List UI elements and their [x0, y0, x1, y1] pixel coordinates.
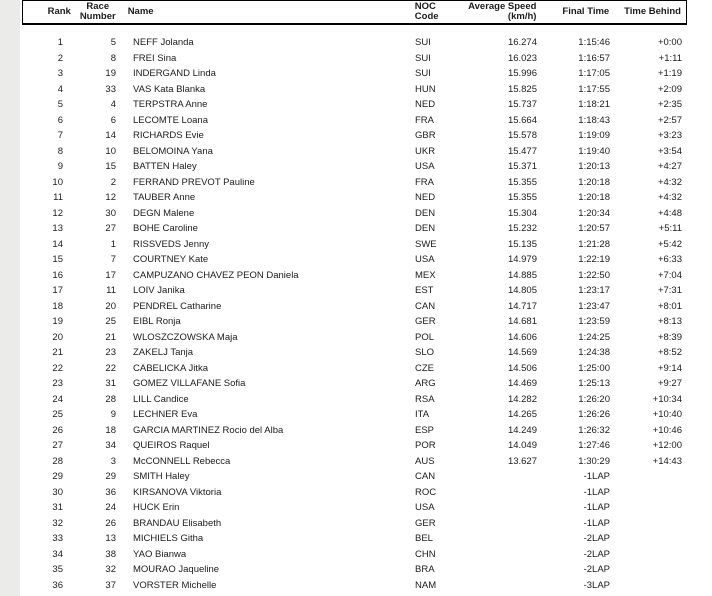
results-table [22, 0, 687, 593]
table-row [22, 144, 687, 160]
athlete-name-cell: VORSTER Michelle [133, 579, 217, 591]
table-row [22, 578, 687, 594]
final-time-cell: 1:18:43 [578, 114, 610, 126]
time-behind-cell: +5:42 [657, 238, 682, 250]
table-row [22, 190, 687, 206]
table-row [22, 485, 687, 501]
average-speed-cell: 14.249 [507, 424, 537, 436]
noc-code-cell: SWE [415, 238, 437, 250]
race-number-cell: 36 [105, 486, 116, 498]
athlete-name-cell: LECHNER Eva [133, 409, 198, 420]
race-number-cell: 18 [105, 424, 116, 436]
final-time-cell: 1:19:09 [578, 130, 610, 141]
table-header-row [22, 0, 687, 25]
noc-code-cell: GBR [415, 130, 436, 141]
noc-code-cell: NAM [415, 579, 437, 591]
column-header-race-number-line2: Number [79, 11, 116, 22]
athlete-name-cell: SMITH Haley [133, 471, 190, 482]
final-time-cell: 1:23:17 [578, 285, 610, 296]
final-time-cell: -1LAP [583, 517, 610, 529]
time-behind-cell: +8:13 [657, 316, 682, 327]
time-behind-cell: +8:52 [657, 347, 682, 358]
time-behind-cell: +2:09 [657, 83, 682, 95]
average-speed-cell: 15.477 [507, 145, 537, 157]
final-time-cell: 1:30:29 [578, 455, 610, 467]
athlete-name-cell: GOMEZ VILLAFANE Sofia [133, 378, 246, 389]
race-number-cell: 19 [105, 68, 116, 79]
final-time-cell: 1:23:59 [578, 316, 610, 327]
table-row [22, 562, 687, 578]
column-header-noc-line1: NOC [414, 1, 436, 12]
final-time-cell: 1:20:34 [578, 207, 610, 219]
race-number-cell: 10 [105, 145, 116, 157]
final-time-cell: 1:24:38 [578, 347, 610, 358]
table-row [22, 531, 687, 547]
noc-code-cell: POR [415, 440, 436, 451]
average-speed-cell: 14.606 [507, 331, 537, 343]
noc-code-cell: CAN [415, 300, 436, 312]
race-number-cell: 27 [105, 223, 116, 234]
race-number-cell: 17 [105, 269, 116, 281]
final-time-cell: 1:18:21 [578, 99, 610, 110]
race-number-cell: 3 [110, 455, 116, 467]
athlete-name-cell: QUEIROS Raquel [133, 440, 210, 451]
noc-code-cell: EST [415, 285, 434, 296]
race-number-cell: 22 [105, 362, 116, 374]
athlete-name-cell: CABELICKA Jitka [133, 362, 208, 374]
column-header-time-behind: Time Behind [624, 6, 681, 17]
rank-cell: 9 [57, 161, 63, 172]
rank-cell: 1 [57, 37, 63, 48]
table-row [22, 345, 687, 361]
rank-cell: 5 [57, 99, 63, 110]
table-row [22, 252, 687, 268]
time-behind-cell: +2:57 [657, 114, 682, 126]
athlete-name-cell: VAS Kata Blanka [133, 83, 206, 95]
final-time-cell: 1:26:20 [578, 393, 610, 405]
table-row [22, 159, 687, 175]
time-behind-cell: +3:54 [657, 145, 682, 157]
time-behind-cell: +9:27 [657, 378, 682, 389]
average-speed-cell: 14.681 [507, 316, 537, 327]
average-speed-cell: 13.627 [507, 455, 537, 467]
average-speed-cell: 14.282 [507, 393, 537, 405]
noc-code-cell: SUI [415, 52, 431, 64]
column-header-race-number [74, 2, 122, 23]
time-behind-cell: +10:34 [652, 393, 682, 405]
race-number-cell: 25 [105, 316, 116, 327]
average-speed-cell: 15.737 [507, 99, 537, 110]
final-time-cell: -2LAP [583, 533, 610, 544]
final-time-cell: -3LAP [583, 579, 610, 591]
time-behind-cell: +14:43 [652, 455, 682, 467]
athlete-name-cell: INDERGAND Linda [133, 68, 216, 79]
noc-code-cell: SUI [415, 68, 431, 79]
rank-cell: 8 [57, 145, 63, 157]
time-behind-cell: +9:14 [657, 362, 682, 374]
table-row [22, 283, 687, 299]
average-speed-cell: 16.023 [507, 52, 537, 64]
race-number-cell: 29 [105, 471, 116, 482]
column-header-average-speed-line2: (km/h) [507, 11, 537, 22]
time-behind-cell: +1:11 [658, 52, 682, 64]
noc-code-cell: NED [415, 99, 436, 110]
final-time-cell: -2LAP [583, 548, 610, 560]
noc-code-cell: RSA [415, 393, 435, 405]
final-time-cell: 1:20:18 [578, 192, 610, 203]
athlete-name-cell: McCONNELL Rebecca [133, 455, 231, 467]
rank-cell: 26 [52, 424, 63, 436]
rank-cell: 30 [52, 486, 63, 498]
table-row [22, 407, 687, 423]
final-time-cell: 1:19:40 [578, 145, 610, 157]
table-row [22, 128, 687, 144]
race-number-cell: 1 [110, 238, 116, 250]
column-header-rank: Rank [47, 6, 71, 17]
average-speed-cell: 14.506 [507, 362, 537, 374]
noc-code-cell: CZE [415, 362, 434, 374]
race-number-cell: 11 [106, 285, 116, 296]
noc-code-cell: SUI [415, 37, 431, 48]
athlete-name-cell: WLOSZCZOWSKA Maja [133, 331, 238, 343]
athlete-name-cell: ZAKELJ Tanja [133, 347, 194, 358]
final-time-cell: 1:26:32 [578, 424, 610, 436]
average-speed-cell: 15.355 [507, 192, 537, 203]
final-time-cell: -1LAP [583, 471, 610, 482]
final-time-cell: -1LAP [583, 486, 610, 498]
rank-cell: 10 [52, 176, 63, 188]
noc-code-cell: GER [415, 316, 436, 327]
athlete-name-cell: COURTNEY Kate [133, 254, 209, 265]
column-header-average-speed [455, 2, 540, 23]
rank-cell: 3 [57, 68, 63, 79]
noc-code-cell: DEN [415, 223, 436, 234]
athlete-name-cell: RISSVEDS Jenny [133, 238, 210, 250]
athlete-name-cell: HUCK Erin [133, 502, 180, 513]
noc-code-cell: AUS [415, 455, 435, 467]
athlete-name-cell: TAUBER Anne [133, 192, 196, 203]
athlete-name-cell: BELOMOINA Yana [133, 145, 213, 157]
average-speed-cell: 15.578 [507, 130, 537, 141]
race-number-cell: 13 [105, 533, 116, 544]
race-number-cell: 5 [110, 37, 116, 48]
average-speed-cell: 15.371 [507, 161, 537, 172]
table-row [22, 237, 687, 253]
athlete-name-cell: RICHARDS Evie [133, 130, 204, 141]
time-behind-cell: +1:19 [657, 68, 682, 79]
noc-code-cell: HUN [415, 83, 436, 95]
race-number-cell: 6 [110, 114, 116, 126]
rank-cell: 13 [52, 223, 63, 234]
noc-code-cell: CAN [415, 471, 436, 482]
race-number-cell: 37 [105, 579, 116, 591]
rank-cell: 36 [52, 579, 63, 591]
table-row [22, 66, 687, 82]
athlete-name-cell: LILL Candice [133, 393, 189, 405]
time-behind-cell: +2:35 [657, 99, 682, 110]
rank-cell: 24 [52, 393, 63, 405]
athlete-name-cell: MOURAO Jaqueline [133, 564, 220, 575]
average-speed-cell: 14.469 [507, 378, 537, 389]
rank-cell: 28 [52, 455, 63, 467]
average-speed-cell: 15.664 [507, 114, 537, 126]
rank-cell: 25 [52, 409, 63, 420]
race-number-cell: 9 [110, 409, 116, 420]
final-time-cell: 1:17:55 [578, 83, 610, 95]
average-speed-cell: 15.135 [507, 238, 537, 250]
race-number-cell: 4 [110, 99, 116, 110]
race-number-cell: 8 [110, 52, 116, 64]
rank-cell: 11 [53, 192, 63, 203]
rank-cell: 33 [52, 533, 63, 544]
page-left-gutter [0, 0, 20, 596]
athlete-name-cell: DEGN Malene [133, 207, 195, 219]
final-time-cell: 1:20:57 [578, 223, 610, 234]
final-time-cell: 1:22:50 [578, 269, 610, 281]
final-time-cell: 1:25:00 [578, 362, 610, 374]
average-speed-cell: 15.825 [507, 83, 537, 95]
table-row [22, 454, 687, 470]
final-time-cell: 1:21:28 [578, 238, 610, 250]
noc-code-cell: ARG [415, 378, 436, 389]
table-row [22, 97, 687, 113]
final-time-cell: 1:20:13 [578, 161, 610, 172]
final-time-cell: 1:16:57 [578, 52, 610, 64]
noc-code-cell: NED [415, 192, 436, 203]
race-number-cell: 30 [105, 207, 116, 219]
race-number-cell: 31 [105, 378, 116, 389]
average-speed-cell: 14.049 [507, 440, 537, 451]
noc-code-cell: CHN [415, 548, 436, 560]
average-speed-cell: 14.805 [507, 285, 537, 296]
rank-cell: 19 [52, 316, 63, 327]
column-header-average-speed-line1: Average Speed [468, 1, 537, 12]
rank-cell: 15 [52, 254, 63, 265]
race-number-cell: 28 [105, 393, 116, 405]
rank-cell: 23 [52, 378, 63, 389]
table-row [22, 438, 687, 454]
table-body [22, 25, 687, 593]
final-time-cell: 1:15:46 [578, 37, 610, 48]
table-row [22, 547, 687, 563]
athlete-name-cell: PENDREL Catharine [133, 300, 222, 312]
rank-cell: 20 [52, 331, 63, 343]
athlete-name-cell: TERPSTRA Anne [133, 99, 208, 110]
average-speed-cell: 14.885 [507, 269, 537, 281]
race-number-cell: 24 [105, 502, 116, 513]
time-behind-cell: +8:01 [657, 300, 682, 312]
athlete-name-cell: BATTEN Haley [133, 161, 197, 172]
noc-code-cell: USA [415, 161, 435, 172]
race-number-cell: 23 [105, 347, 116, 358]
final-time-cell: -1LAP [583, 502, 610, 513]
rank-cell: 29 [52, 471, 63, 482]
table-row [22, 376, 687, 392]
rank-cell: 7 [57, 130, 63, 141]
time-behind-cell: +10:40 [652, 409, 682, 420]
athlete-name-cell: LOIV Janika [133, 285, 185, 296]
final-time-cell: 1:26:26 [578, 409, 610, 420]
athlete-name-cell: BRANDAU Elisabeth [133, 517, 222, 529]
time-behind-cell: +5:11 [658, 223, 682, 234]
column-header-final-time: Final Time [562, 6, 610, 17]
noc-code-cell: POL [415, 331, 435, 343]
noc-code-cell: USA [415, 254, 435, 265]
final-time-cell: 1:27:46 [578, 440, 610, 451]
column-header-race-number-line1: Race [86, 1, 110, 12]
race-number-cell: 21 [105, 331, 116, 343]
race-number-cell: 2 [110, 176, 116, 188]
final-time-cell: 1:20:18 [578, 176, 610, 188]
table-row [22, 82, 687, 98]
rank-cell: 34 [52, 548, 63, 560]
time-behind-cell: +3:23 [657, 130, 682, 141]
race-number-cell: 14 [105, 130, 116, 141]
time-behind-cell: +8:39 [657, 331, 682, 343]
time-behind-cell: +10:46 [652, 424, 682, 436]
table-row [22, 500, 687, 516]
athlete-name-cell: NEFF Jolanda [133, 37, 194, 48]
time-behind-cell: +4:48 [657, 207, 682, 219]
time-behind-cell: +4:32 [657, 192, 682, 203]
average-speed-cell: 15.304 [507, 207, 537, 219]
time-behind-cell: +4:27 [657, 161, 682, 172]
table-row [22, 268, 687, 284]
noc-code-cell: BEL [415, 533, 433, 544]
time-behind-cell: +7:31 [657, 285, 682, 296]
rank-cell: 4 [57, 83, 63, 95]
average-speed-cell: 14.265 [507, 409, 537, 420]
table-row [22, 469, 687, 485]
race-number-cell: 32 [105, 564, 116, 575]
time-behind-cell: +0:00 [657, 37, 682, 48]
athlete-name-cell: FERRAND PREVOT Pauline [133, 176, 255, 188]
race-number-cell: 33 [105, 83, 116, 95]
race-number-cell: 26 [105, 517, 116, 529]
table-row [22, 361, 687, 377]
table-row [22, 35, 687, 51]
table-row [22, 392, 687, 408]
noc-code-cell: DEN [415, 207, 436, 219]
athlete-name-cell: KIRSANOVA Viktoria [133, 486, 222, 498]
table-row [22, 113, 687, 129]
rank-cell: 14 [52, 238, 63, 250]
table-row [22, 206, 687, 222]
rank-cell: 35 [52, 564, 63, 575]
rank-cell: 32 [52, 517, 63, 529]
rank-cell: 18 [52, 300, 63, 312]
final-time-cell: 1:17:05 [578, 68, 610, 79]
table-row [22, 175, 687, 191]
race-number-cell: 20 [105, 300, 116, 312]
athlete-name-cell: MICHIELS Githa [133, 533, 204, 544]
final-time-cell: 1:23:47 [578, 300, 610, 312]
athlete-name-cell: FREI Sina [133, 52, 177, 64]
athlete-name-cell: BOHE Caroline [133, 223, 198, 234]
noc-code-cell: MEX [415, 269, 436, 281]
time-behind-cell: +7:04 [657, 269, 682, 281]
race-number-cell: 12 [105, 192, 116, 203]
table-row [22, 314, 687, 330]
rank-cell: 2 [57, 52, 63, 64]
average-speed-cell: 16.274 [507, 37, 537, 48]
rank-cell: 17 [52, 285, 63, 296]
noc-code-cell: ESP [415, 424, 435, 436]
final-time-cell: 1:25:13 [578, 378, 610, 389]
noc-code-cell: USA [415, 502, 435, 513]
noc-code-cell: GER [415, 517, 436, 529]
noc-code-cell: ROC [415, 486, 437, 498]
athlete-name-cell: YAO Bianwa [133, 548, 187, 560]
average-speed-cell: 14.979 [507, 254, 537, 265]
table-row [22, 330, 687, 346]
rank-cell: 16 [52, 269, 63, 281]
noc-code-cell: UKR [415, 145, 436, 157]
table-row [22, 516, 687, 532]
race-number-cell: 15 [105, 161, 116, 172]
rank-cell: 12 [52, 207, 63, 219]
athlete-name-cell: GARCIA MARTINEZ Rocio del Alba [133, 424, 284, 436]
table-row [22, 51, 687, 67]
race-number-cell: 34 [105, 440, 116, 451]
noc-code-cell: FRA [415, 176, 434, 188]
rank-cell: 22 [52, 362, 63, 374]
race-number-cell: 38 [105, 548, 116, 560]
average-speed-cell: 14.717 [507, 300, 537, 312]
table-row [22, 423, 687, 439]
athlete-name-cell: CAMPUZANO CHAVEZ PEON Daniela [133, 269, 299, 281]
table-row [22, 299, 687, 315]
time-behind-cell: +4:32 [657, 176, 682, 188]
race-number-cell: 7 [110, 254, 116, 265]
noc-code-cell: BRA [415, 564, 435, 575]
noc-code-cell: SLO [415, 347, 435, 358]
athlete-name-cell: EIBL Ronja [133, 316, 181, 327]
rank-cell: 6 [57, 114, 63, 126]
average-speed-cell: 15.232 [507, 223, 537, 234]
time-behind-cell: +6:33 [657, 254, 682, 265]
table-row [22, 221, 687, 237]
final-time-cell: 1:24:25 [578, 331, 610, 343]
athlete-name-cell: LECOMTE Loana [133, 114, 208, 126]
rank-cell: 27 [52, 440, 63, 451]
noc-code-cell: ITA [415, 409, 430, 420]
time-behind-cell: +12:00 [652, 440, 682, 451]
average-speed-cell: 15.996 [507, 68, 537, 79]
noc-code-cell: FRA [415, 114, 434, 126]
rank-cell: 21 [52, 347, 63, 358]
average-speed-cell: 15.355 [507, 176, 537, 188]
column-header-noc-line2: Code [414, 11, 439, 22]
final-time-cell: 1:22:19 [578, 254, 610, 265]
rank-cell: 31 [52, 502, 63, 513]
column-header-name: Name [127, 6, 154, 17]
column-header-noc-code [410, 2, 455, 23]
final-time-cell: -2LAP [583, 564, 610, 575]
average-speed-cell: 14.569 [507, 347, 537, 358]
